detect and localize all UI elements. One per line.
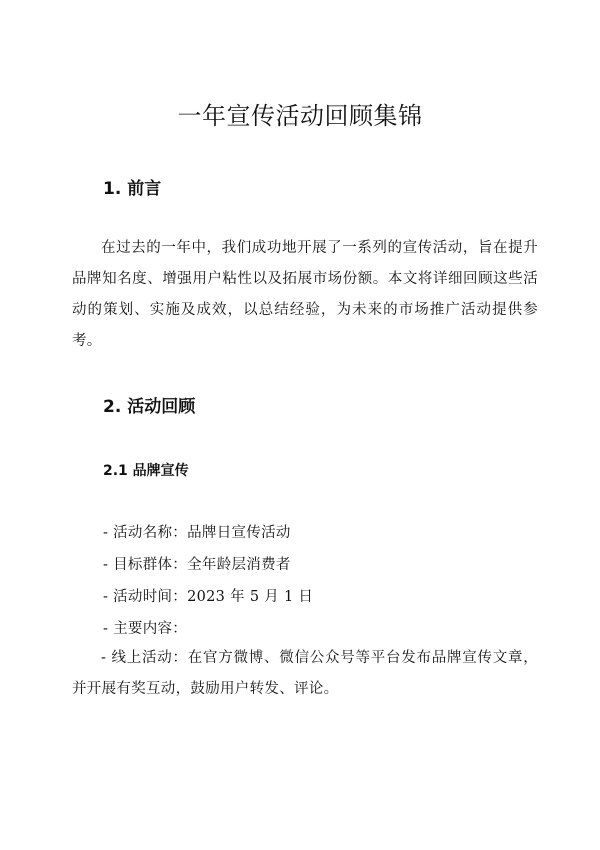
section-heading-review: 2. 活动回顾 [103,397,196,417]
list-item-activity-name: - 活动名称：品牌日宣传活动 [103,525,291,541]
subsection-heading-brand: 2.1 品牌宣传 [103,463,189,479]
list-item-main-content: - 主要内容： [103,621,188,637]
section-heading-intro: 1. 前言 [103,179,162,199]
list-item-activity-time: - 活动时间：2023 年 5 月 1 日 [103,589,314,605]
list-item-online-activity: - 线上活动：在官方微博、微信公众号等平台发布品牌宣传文章，并开展有奖互动，鼓励用户转发、评论。 [72,650,538,697]
intro-paragraph: 在过去的一年中，我们成功地开展了一系列的宣传活动，旨在提升品牌知名度、增强用户粘性以及拓展市场份额。本文将详细回顾这些活动的策划、实施及成效，以总结经验，为未来的市场推广活动提供参考。 [72,240,538,349]
list-item-target-group: - 目标群体：全年龄层消费者 [103,557,291,573]
document-title: 一年宣传活动回顾集锦 [177,102,423,130]
